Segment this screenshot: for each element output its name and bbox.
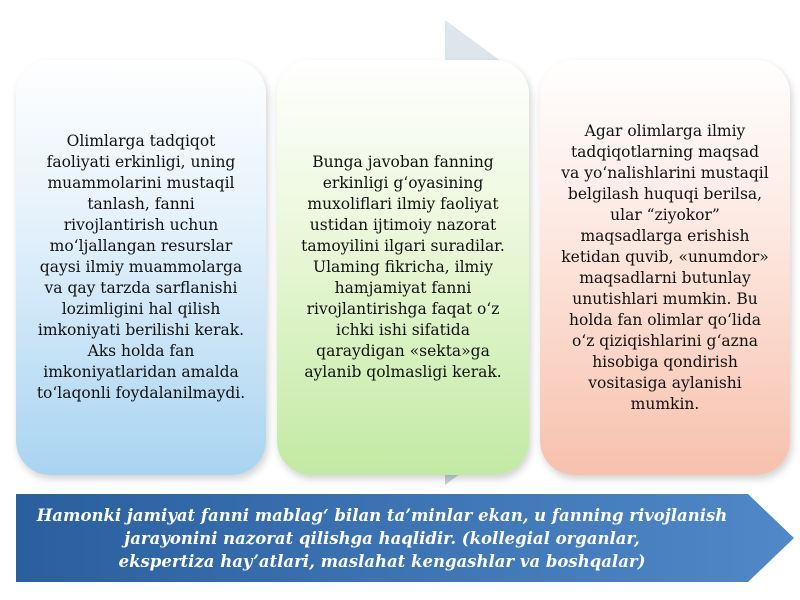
card-freedom-of-research — [16, 60, 266, 475]
conclusion-line-2: jarayonini nazorat qilishga haqlidir. (kollegial organlar, — [124, 528, 640, 548]
conclusion-line-1: Hamonki jamiyat fanni mablag‘ bilan ta’minlar ekan, u fanning rivojlanish — [36, 505, 728, 525]
card-social-control — [277, 60, 529, 475]
card-risk-of-self-interest — [540, 60, 790, 475]
card-social-control-text: Bunga javoban fanning erkinligi g‘oyasining muxoliflari ilmiy faoliyat ustidan ijtimoiy nazorat tamoyilini ilgari suradilar. Ulaming fikricha, ilmiy hamjamiyat fanni rivojlantirishga faqat o‘z ichki ishi sifatida qaraydigan «sekta»ga aylanib qolmasligi kerak. — [301, 153, 505, 381]
card-risk-of-self-interest-text: Agar olimlarga ilmiy tadqiqotlarning maqsad va yo‘nalishlarini mustaqil belgilash huquqi berilsa, ular “ziyokor” maqsadlarga erishish ketidan quvib, «unumdor» maqsadlarni butunlay unutishlari mumkin. Bu holda fan olimlar qo‘lida o‘z qiziqishlarini g‘azna hisobiga qondirish vositasiga aylanishi mumkin. — [561, 121, 769, 413]
card-freedom-of-research-text: Olimlarga tadqiqot faoliyati erkinligi, uning muammolarini mustaqil tanlash, fanni rivojlantirish uchun mo‘ljallangan resurslar qaysi ilmiy muammolarga va qay tarzda sarflanishi lozimligini hal qilish imkoniyati berilishi kerak. Aks holda fan imkoniyatlaridan amalda to‘laqonli foydalanilmaydi. — [36, 132, 246, 402]
conclusion-line-3: ekspertiza hay’atlari, maslahat kengashlar va boshqalar) — [118, 551, 646, 571]
conclusion-text — [16, 494, 748, 582]
